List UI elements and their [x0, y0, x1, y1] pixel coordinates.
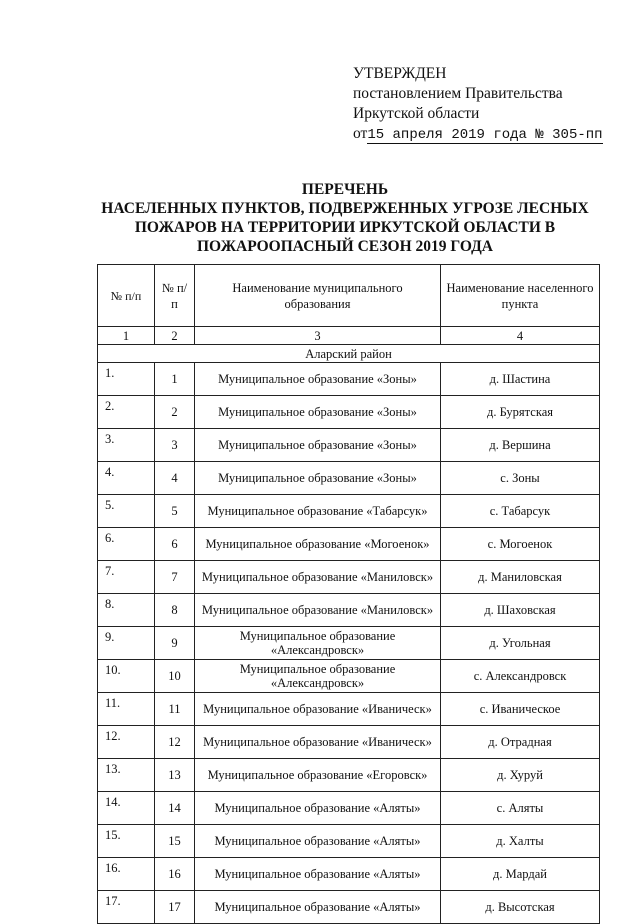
settlement-name: д. Мардай	[441, 858, 600, 891]
row-index: 1	[155, 363, 195, 396]
row-number: 12.	[98, 726, 155, 759]
row-number: 17.	[98, 891, 155, 924]
municipality-name: Муниципальное образование «Могоенок»	[195, 528, 441, 561]
approval-authority: постановлением Правительства	[353, 85, 563, 102]
municipality-name: Муниципальное образование «Маниловск»	[195, 594, 441, 627]
approval-block	[353, 64, 603, 145]
table-header-row	[98, 265, 600, 327]
row-index: 17	[155, 891, 195, 924]
table-row	[98, 363, 600, 396]
row-number: 7.	[98, 561, 155, 594]
header-col-2: № п/п	[155, 265, 195, 327]
row-number: 15.	[98, 825, 155, 858]
table-row	[98, 726, 600, 759]
settlement-name: д. Отрадная	[441, 726, 600, 759]
municipality-name: Муниципальное образование «Зоны»	[195, 462, 441, 495]
municipality-name: Муниципальное образование «Егоровск»	[195, 759, 441, 792]
column-number-row	[98, 327, 600, 345]
approval-date-line	[353, 124, 603, 145]
row-number: 14.	[98, 792, 155, 825]
settlement-name: с. Зоны	[441, 462, 600, 495]
municipality-name: Муниципальное образование «Александровск»	[195, 660, 441, 693]
header-col-4: Наименование населенного пункта	[441, 265, 600, 327]
settlement-name: д. Шаховская	[441, 594, 600, 627]
municipality-name: Муниципальное образование «Зоны»	[195, 396, 441, 429]
column-number: 4	[441, 327, 600, 345]
settlement-name: с. Табарсук	[441, 495, 600, 528]
row-index: 2	[155, 396, 195, 429]
title-heading: ПЕРЕЧЕНЬ	[301, 181, 389, 198]
district-row	[98, 345, 600, 363]
table-row	[98, 594, 600, 627]
settlement-name: с. Иваническое	[441, 693, 600, 726]
table-row	[98, 660, 600, 693]
municipality-name: Муниципальное образование «Аляты»	[195, 858, 441, 891]
row-index: 14	[155, 792, 195, 825]
table-row	[98, 462, 600, 495]
municipality-name: Муниципальное образование «Зоны»	[195, 429, 441, 462]
settlement-name: д. Маниловская	[441, 561, 600, 594]
settlement-name: д. Высотская	[441, 891, 600, 924]
row-number: 3.	[98, 429, 155, 462]
row-index: 9	[155, 627, 195, 660]
settlement-name: д. Халты	[441, 825, 600, 858]
row-index: 5	[155, 495, 195, 528]
municipality-name: Муниципальное образование «Аляты»	[195, 825, 441, 858]
table-row	[98, 825, 600, 858]
row-number: 13.	[98, 759, 155, 792]
table-row	[98, 396, 600, 429]
table-row	[98, 495, 600, 528]
approval-date: 15 апреля 2019 года № 305-пп	[367, 127, 603, 143]
district-name: Аларский район	[98, 345, 600, 363]
table-row	[98, 627, 600, 660]
header-col-1: № п/п	[98, 265, 155, 327]
row-number: 16.	[98, 858, 155, 891]
table-row	[98, 759, 600, 792]
row-number: 11.	[98, 693, 155, 726]
settlement-name: д. Бурятская	[441, 396, 600, 429]
settlement-name: д. Вершина	[441, 429, 600, 462]
row-number: 8.	[98, 594, 155, 627]
row-index: 7	[155, 561, 195, 594]
settlement-name: с. Могоенок	[441, 528, 600, 561]
settlement-name: д. Шастина	[441, 363, 600, 396]
document-title	[90, 180, 600, 256]
row-number: 5.	[98, 495, 155, 528]
row-index: 11	[155, 693, 195, 726]
municipality-name: Муниципальное образование «Маниловск»	[195, 561, 441, 594]
table-row	[98, 891, 600, 924]
row-index: 4	[155, 462, 195, 495]
table-row	[98, 858, 600, 891]
row-index: 15	[155, 825, 195, 858]
column-number: 3	[195, 327, 441, 345]
municipality-name: Муниципальное образование «Табарсук»	[195, 495, 441, 528]
table-row	[98, 429, 600, 462]
title-subheading: НАСЕЛЕННЫХ ПУНКТОВ, ПОДВЕРЖЕННЫХ УГРОЗЕ ЛЕСНЫХ ПОЖАРОВ НА ТЕРРИТОРИИ ИРКУТСКОЙ ОБЛАСТИ В ПОЖАРООПАСНЫЙ СЕЗОН 2019 ГОДА	[101, 200, 589, 255]
approval-region: Иркутской области	[353, 105, 480, 122]
municipality-name: Муниципальное образование «Аляты»	[195, 792, 441, 825]
row-number: 1.	[98, 363, 155, 396]
column-number: 1	[98, 327, 155, 345]
column-number: 2	[155, 327, 195, 345]
row-index: 13	[155, 759, 195, 792]
row-index: 10	[155, 660, 195, 693]
row-index: 16	[155, 858, 195, 891]
table-row	[98, 693, 600, 726]
row-number: 6.	[98, 528, 155, 561]
row-number: 4.	[98, 462, 155, 495]
settlement-name: с. Александровск	[441, 660, 600, 693]
row-number: 2.	[98, 396, 155, 429]
municipality-name: Муниципальное образование «Иваническ»	[195, 693, 441, 726]
municipality-name: Муниципальное образование «Аляты»	[195, 891, 441, 924]
row-index: 6	[155, 528, 195, 561]
settlement-name: д. Хуруй	[441, 759, 600, 792]
table-row	[98, 528, 600, 561]
row-number: 10.	[98, 660, 155, 693]
settlement-name: с. Аляты	[441, 792, 600, 825]
municipality-name: Муниципальное образование «Иваническ»	[195, 726, 441, 759]
table-row	[98, 792, 600, 825]
municipality-name: Муниципальное образование «Александровск»	[195, 627, 441, 660]
row-index: 12	[155, 726, 195, 759]
settlements-table	[97, 264, 600, 924]
settlement-name: д. Угольная	[441, 627, 600, 660]
table-body	[98, 363, 600, 924]
municipality-name: Муниципальное образование «Зоны»	[195, 363, 441, 396]
row-index: 8	[155, 594, 195, 627]
table-row	[98, 561, 600, 594]
approval-date-prefix: от	[353, 125, 368, 142]
row-index: 3	[155, 429, 195, 462]
approval-title: УТВЕРЖДЕН	[353, 65, 447, 82]
row-number: 9.	[98, 627, 155, 660]
header-col-3: Наименование муниципального образования	[195, 265, 441, 327]
